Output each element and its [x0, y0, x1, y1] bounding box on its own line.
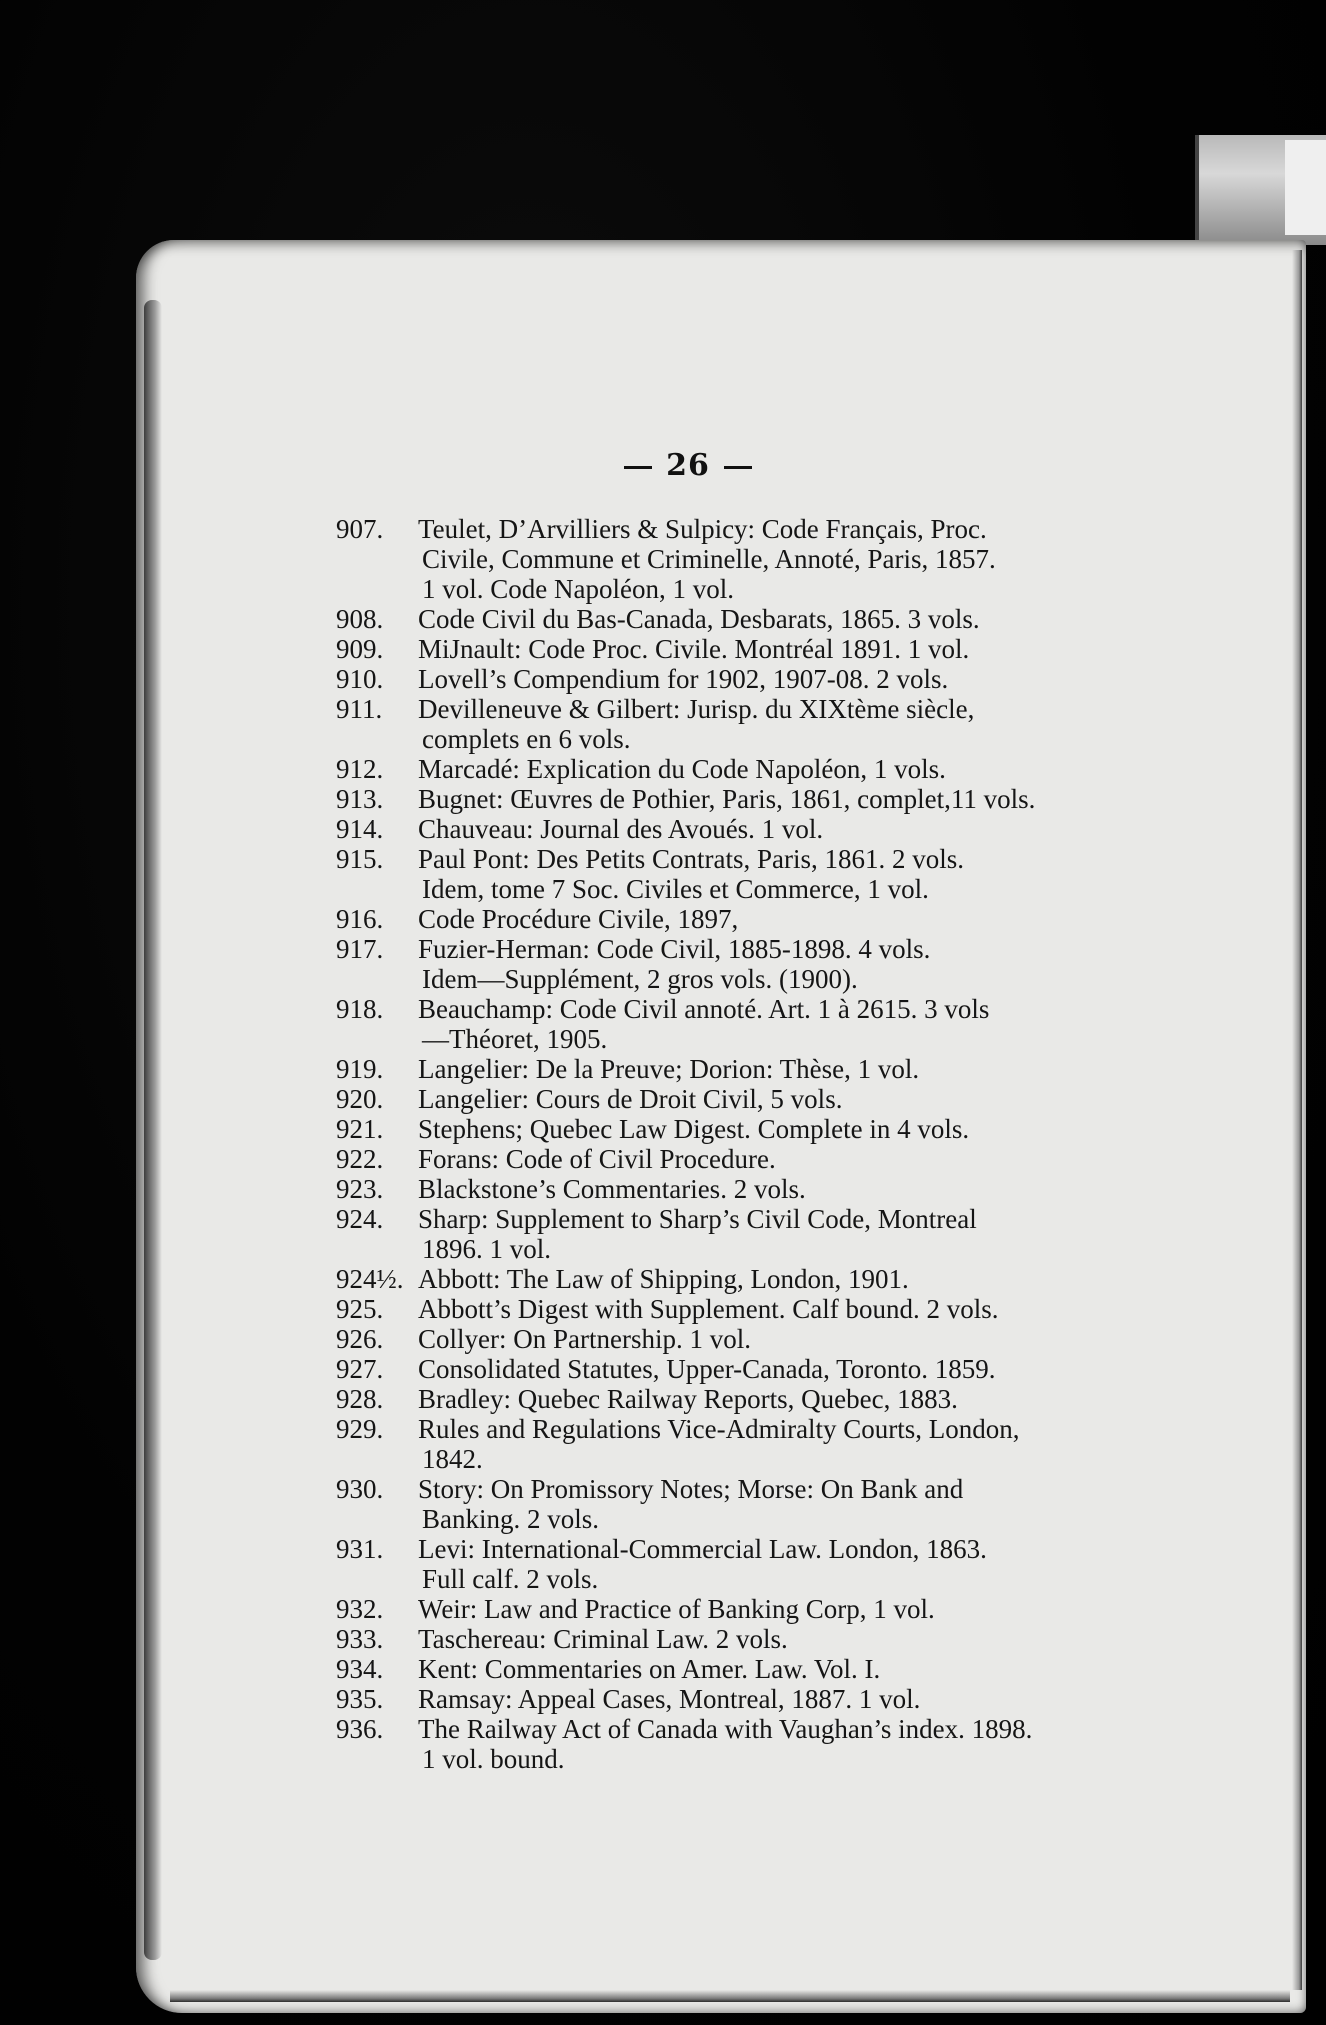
entry-text: Marcadé: Explication du Code Napoléon, 1 vols.: [418, 754, 946, 784]
entry-number: 928.: [336, 1384, 384, 1414]
entry-text: Rules and Regulations Vice-Admiralty Courts, London,: [418, 1414, 1020, 1444]
entry-number: 921.: [336, 1114, 384, 1144]
entry-text: Blackstone’s Commentaries. 2 vols.: [418, 1174, 806, 1204]
catalogue-entry: [336, 634, 1236, 664]
catalogue-entry: [336, 904, 1236, 934]
entry-number: 910.: [336, 664, 384, 694]
entry-text: Chauveau: Journal des Avoués. 1 vol.: [418, 814, 824, 844]
entry-number: 932.: [336, 1594, 384, 1624]
catalogue-entry: [336, 1114, 1236, 1144]
entry-number: 933.: [336, 1624, 384, 1654]
catalogue-entry: [336, 1054, 1236, 1084]
entry-number: 912.: [336, 754, 384, 784]
entry-text-continuation: Civile, Commune et Criminelle, Annoté, Paris, 1857.: [422, 544, 996, 574]
entry-number: 919.: [336, 1054, 384, 1084]
entry-text-continuation: Idem, tome 7 Soc. Civiles et Commerce, 1 vol.: [422, 874, 929, 904]
entry-text: Sharp: Supplement to Sharp’s Civil Code, Montreal: [418, 1204, 977, 1234]
right-dash: [724, 466, 752, 469]
entry-text-continuation: 1 vol. Code Napoléon, 1 vol.: [422, 574, 734, 604]
entry-number: 920.: [336, 1084, 384, 1114]
entry-text: Kent: Commentaries on Amer. Law. Vol. I.: [418, 1654, 881, 1684]
catalogue-entry: [336, 1594, 1236, 1624]
entry-text-continuation: complets en 6 vols.: [422, 724, 631, 754]
entry-number: 931.: [336, 1534, 384, 1564]
catalogue-entry: [336, 604, 1236, 634]
catalogue-entry: [336, 1534, 1236, 1594]
left-dash: [624, 466, 652, 469]
entry-text: MiJnault: Code Proc. Civile. Montréal 1891. 1 vol.: [418, 634, 970, 664]
entry-text: Langelier: De la Preuve; Dorion: Thèse, 1 vol.: [418, 1054, 920, 1084]
catalogue-entry: [336, 814, 1236, 844]
entry-text-continuation: Idem—Supplément, 2 gros vols. (1900).: [422, 964, 858, 994]
entry-text: Consolidated Statutes, Upper-Canada, Toronto. 1859.: [418, 1354, 996, 1384]
catalogue-entry-list: [336, 514, 1236, 1774]
entry-number: 929.: [336, 1414, 384, 1444]
entry-text: Stephens; Quebec Law Digest. Complete in 4 vols.: [418, 1114, 970, 1144]
entry-number: 913.: [336, 784, 384, 814]
catalogue-entry: [336, 664, 1236, 694]
entry-text-continuation: 1 vol. bound.: [422, 1744, 565, 1774]
entry-text: Teulet, D’Arvilliers & Sulpicy: Code Français, Proc.: [418, 514, 987, 544]
entry-text: Abbott’s Digest with Supplement. Calf bound. 2 vols.: [418, 1294, 999, 1324]
entry-text-continuation: 1842.: [422, 1444, 483, 1474]
entry-number: 927.: [336, 1354, 384, 1384]
page-bottom-edge: [170, 1990, 1290, 2002]
entry-number: 926.: [336, 1324, 384, 1354]
entry-number: 923.: [336, 1174, 384, 1204]
entry-number: 924.: [336, 1204, 384, 1234]
entry-number: 917.: [336, 934, 384, 964]
entry-text: Bugnet: Œuvres de Pothier, Paris, 1861, complet,11 vols.: [418, 784, 1036, 814]
entry-text: Lovell’s Compendium for 1902, 1907-08. 2 vols.: [418, 664, 949, 694]
adjacent-page-scrap-edge: [1285, 140, 1326, 235]
page-number: 26: [666, 448, 710, 483]
entry-number: 930.: [336, 1474, 384, 1504]
entry-text: Levi: International-Commercial Law. London, 1863.: [418, 1534, 987, 1564]
entry-text: Beauchamp: Code Civil annoté. Art. 1 à 2615. 3 vols: [418, 994, 990, 1024]
entry-text: Paul Pont: Des Petits Contrats, Paris, 1861. 2 vols.: [418, 844, 965, 874]
entry-text-continuation: 1896. 1 vol.: [422, 1234, 552, 1264]
entry-number: 918.: [336, 994, 384, 1024]
catalogue-entry: [336, 1294, 1236, 1324]
entry-text: Weir: Law and Practice of Banking Corp, 1 vol.: [418, 1594, 935, 1624]
entry-text: Devilleneuve & Gilbert: Jurisp. du XIXtème siècle,: [418, 694, 975, 724]
catalogue-entry: [336, 1414, 1236, 1474]
entry-text-continuation: Full calf. 2 vols.: [422, 1564, 599, 1594]
catalogue-entry: [336, 1654, 1236, 1684]
entry-text: Code Procédure Civile, 1897,: [418, 904, 739, 934]
entry-number: 911.: [336, 694, 383, 724]
catalogue-entry: [336, 1204, 1236, 1264]
catalogue-entry: [336, 1714, 1236, 1774]
catalogue-entry: [336, 1324, 1236, 1354]
entry-number: 907.: [336, 514, 384, 544]
entry-text: Bradley: Quebec Railway Reports, Quebec, 1883.: [418, 1384, 958, 1414]
entry-number: 915.: [336, 844, 384, 874]
entry-number: 924½.: [336, 1264, 404, 1294]
catalogue-entry: [336, 754, 1236, 784]
entry-number: 909.: [336, 634, 384, 664]
catalogue-entry: [336, 1684, 1236, 1714]
entry-text: Taschereau: Criminal Law. 2 vols.: [418, 1624, 788, 1654]
catalogue-entry: [336, 514, 1236, 604]
entry-number: 935.: [336, 1684, 384, 1714]
catalogue-entry: [336, 1474, 1236, 1534]
entry-number: 934.: [336, 1654, 384, 1684]
entry-number: 914.: [336, 814, 384, 844]
catalogue-entry: [336, 694, 1236, 754]
entry-number: 922.: [336, 1144, 384, 1174]
page-number-header: [0, 448, 1326, 483]
catalogue-entry: [336, 1174, 1236, 1204]
catalogue-entry: [336, 784, 1236, 814]
entry-number: 936.: [336, 1714, 384, 1744]
entry-text-continuation: Banking. 2 vols.: [422, 1504, 600, 1534]
entry-text: Story: On Promissory Notes; Morse: On Bank and: [418, 1474, 964, 1504]
page-right-edge: [1292, 250, 1302, 1990]
page-binding-shadow: [144, 300, 162, 1960]
entry-number: 908.: [336, 604, 384, 634]
entry-text: Ramsay: Appeal Cases, Montreal, 1887. 1 vol.: [418, 1684, 921, 1714]
entry-text: Abbott: The Law of Shipping, London, 1901.: [418, 1264, 909, 1294]
entry-text: Forans: Code of Civil Procedure.: [418, 1144, 776, 1174]
catalogue-entry: [336, 1354, 1236, 1384]
catalogue-entry: [336, 844, 1236, 904]
catalogue-entry: [336, 1624, 1236, 1654]
entry-text: Collyer: On Partnership. 1 vol.: [418, 1324, 751, 1354]
entry-text: Langelier: Cours de Droit Civil, 5 vols.: [418, 1084, 843, 1114]
entry-text-continuation: —Théoret, 1905.: [422, 1024, 608, 1054]
catalogue-entry: [336, 994, 1236, 1054]
entry-number: 916.: [336, 904, 384, 934]
catalogue-entry: [336, 934, 1236, 994]
catalogue-entry: [336, 1264, 1236, 1294]
catalogue-entry: [336, 1384, 1236, 1414]
catalogue-entry: [336, 1144, 1236, 1174]
entry-text: The Railway Act of Canada with Vaughan’s index. 1898.: [418, 1714, 1033, 1744]
catalogue-entry: [336, 1084, 1236, 1114]
entry-text: Fuzier-Herman: Code Civil, 1885-1898. 4 vols.: [418, 934, 931, 964]
entry-text: Code Civil du Bas-Canada, Desbarats, 1865. 3 vols.: [418, 604, 980, 634]
entry-number: 925.: [336, 1294, 384, 1324]
